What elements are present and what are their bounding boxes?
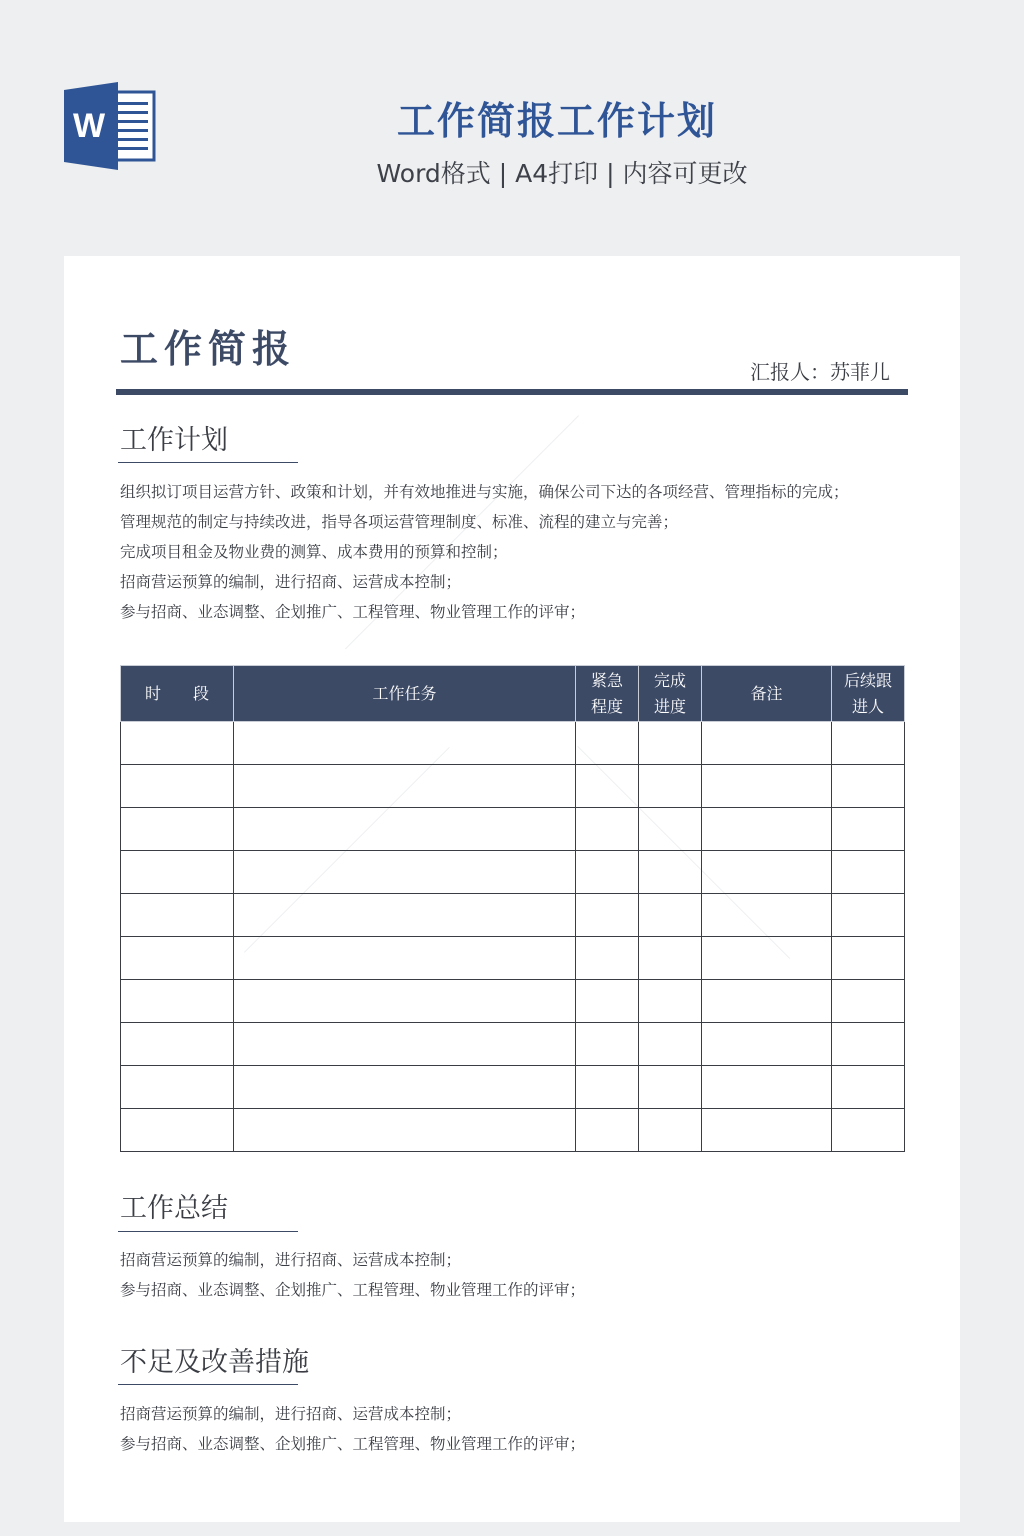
table-cell[interactable] [639,1023,702,1066]
improvement-paragraph [120,1399,910,1459]
table-row [121,765,905,808]
table-cell[interactable] [576,851,639,894]
summary-line: 参与招商、业态调整、企划推广、工程管理、物业管理工作的评审； [120,1281,586,1299]
header-progress: 完成 进度 [639,666,702,722]
table-cell[interactable] [832,980,905,1023]
table-row [121,894,905,937]
summary-line: 招商营运预算的编制，进行招商、运营成本控制； [120,1251,462,1269]
table-cell[interactable] [639,894,702,937]
improvement-line: 参与招商、业态调整、企划推广、工程管理、物业管理工作的评审； [120,1435,586,1453]
improvement-heading-rule [118,1384,298,1385]
table-cell[interactable] [121,765,234,808]
table-cell[interactable] [234,722,576,765]
table-row [121,808,905,851]
plan-line: 管理规范的制定与持续改进，指导各项运营管理制度、标准、流程的建立与完善； [120,513,679,531]
table-cell[interactable] [639,722,702,765]
table-header-row [121,666,905,722]
table-cell[interactable] [702,851,832,894]
table-cell[interactable] [702,1109,832,1152]
document-title: 工作简报 [120,327,297,371]
summary-paragraph [120,1245,910,1305]
table-cell[interactable] [121,1023,234,1066]
table-cell[interactable] [702,1023,832,1066]
table-cell[interactable] [832,851,905,894]
improvement-heading: 不足及改善措施 [120,1347,309,1378]
table-row [121,1023,905,1066]
table-cell[interactable] [832,894,905,937]
table-cell[interactable] [832,1066,905,1109]
table-cell[interactable] [234,1109,576,1152]
table-cell[interactable] [639,1066,702,1109]
logo-letter: W [72,107,106,145]
plan-line: 完成项目租金及物业费的测算、成本费用的预算和控制； [120,543,508,561]
table-cell[interactable] [121,937,234,980]
table-cell[interactable] [639,765,702,808]
table-cell[interactable] [639,851,702,894]
table-cell[interactable] [576,722,639,765]
table-cell[interactable] [639,808,702,851]
header-task: 工作任务 [234,666,576,722]
table-cell[interactable] [234,1066,576,1109]
header-urgency: 紧急 程度 [576,666,639,722]
summary-heading-rule [118,1231,298,1232]
table-cell[interactable] [234,808,576,851]
table-cell[interactable] [576,765,639,808]
table-cell[interactable] [234,894,576,937]
plan-paragraph [120,477,910,627]
header-notes: 备注 [702,666,832,722]
header-period: 时 段 [121,666,234,722]
table-cell[interactable] [832,765,905,808]
table-row [121,1066,905,1109]
table-row [121,851,905,894]
table-cell[interactable] [702,937,832,980]
table-cell[interactable] [234,937,576,980]
banner-subtitle: Word格式 | A4打印 | 内容可更改 [376,159,748,188]
table-cell[interactable] [702,1066,832,1109]
table-cell[interactable] [639,1109,702,1152]
table-cell[interactable] [832,808,905,851]
table-cell[interactable] [121,722,234,765]
summary-heading: 工作总结 [120,1193,228,1224]
table-cell[interactable] [832,722,905,765]
table-cell[interactable] [702,765,832,808]
table-cell[interactable] [576,1109,639,1152]
title-divider [116,389,908,395]
plan-line: 组织拟订项目运营方针、政策和计划，并有效地推进与实施，确保公司下达的各项经营、管理指标的完成； [120,483,849,501]
table-cell[interactable] [121,1109,234,1152]
table-cell[interactable] [121,851,234,894]
table-cell[interactable] [234,765,576,808]
table-cell[interactable] [121,1066,234,1109]
table-cell[interactable] [639,980,702,1023]
table-cell[interactable] [121,808,234,851]
table-cell[interactable] [832,937,905,980]
table-cell[interactable] [234,980,576,1023]
table-cell[interactable] [702,722,832,765]
table-cell[interactable] [702,894,832,937]
table-cell[interactable] [832,1109,905,1152]
table-cell[interactable] [576,1023,639,1066]
table-cell[interactable] [639,937,702,980]
table-cell[interactable] [121,894,234,937]
table-cell[interactable] [576,980,639,1023]
table-cell[interactable] [121,980,234,1023]
plan-line: 招商营运预算的编制，进行招商、运营成本控制； [120,573,462,591]
plan-heading-rule [118,462,298,463]
improvement-line: 招商营运预算的编制，进行招商、运营成本控制； [120,1405,462,1423]
table-row [121,1109,905,1152]
table-cell[interactable] [702,980,832,1023]
table-cell[interactable] [576,1066,639,1109]
table-cell[interactable] [576,894,639,937]
table-cell[interactable] [576,937,639,980]
work-plan-table [120,665,905,1152]
table-cell[interactable] [576,808,639,851]
plan-line: 参与招商、业态调整、企划推广、工程管理、物业管理工作的评审； [120,603,586,621]
table-cell[interactable] [832,1023,905,1066]
table-cell[interactable] [702,808,832,851]
table-row [121,937,905,980]
table-body [121,722,905,1152]
header-follow-up: 后续跟 进人 [832,666,905,722]
reporter-label: 汇报人：苏菲儿 [750,360,890,384]
banner-title: 工作简报工作计划 [396,99,717,143]
banner [0,0,1024,256]
table-cell[interactable] [234,1023,576,1066]
table-cell[interactable] [234,851,576,894]
document-page [64,256,960,1522]
plan-heading: 工作计划 [120,425,228,456]
table-row [121,722,905,765]
table-row [121,980,905,1023]
